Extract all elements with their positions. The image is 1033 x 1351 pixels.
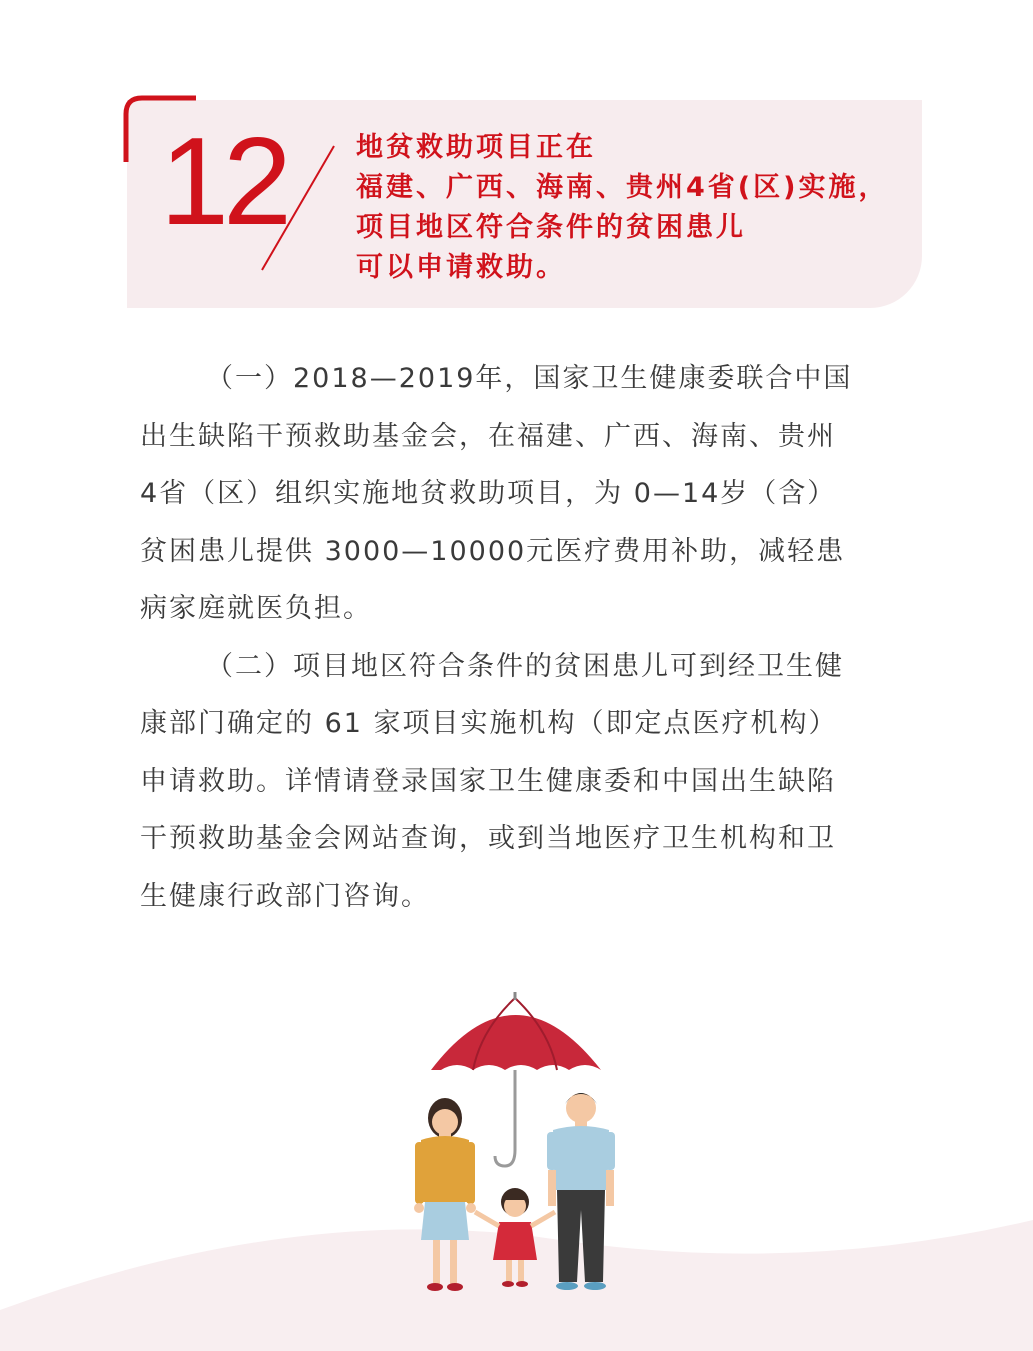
body-line: 生健康行政部门咨询。	[140, 880, 430, 912]
family-under-umbrella-icon	[395, 990, 635, 1300]
header-title-line: 可以申请救助。	[356, 252, 566, 283]
header-title-line: 项目地区符合条件的贫困患儿	[356, 212, 746, 243]
header-title-line: 福建、广西、海南、贵州4省(区)实施，	[356, 172, 889, 203]
body-line: 4省（区）组织实施地贫救助项目，为 0—14岁（含）	[140, 478, 837, 509]
body-line: 康部门确定的 61 家项目实施机构（即定点医疗机构）	[140, 708, 838, 739]
body-line: （二）项目地区符合条件的贫困患儿可到经卫生健	[206, 650, 844, 682]
body-text	[140, 350, 900, 925]
body-line: 病家庭就医负担。	[140, 593, 372, 624]
section-number: 12	[160, 113, 286, 251]
header-title-line: 地贫救助项目正在	[356, 132, 596, 163]
body-line: （一）2018—2019年，国家卫生健康委联合中国	[206, 363, 853, 394]
body-line: 出生缺陷干预救助基金会，在福建、广西、海南、贵州	[140, 420, 836, 452]
header-title	[356, 128, 916, 288]
body-line: 干预救助基金会网站查询，或到当地医疗卫生机构和卫	[140, 823, 836, 854]
body-line: 申请救助。详情请登录国家卫生健康委和中国出生缺陷	[140, 765, 836, 797]
body-line: 贫困患儿提供 3000—10000元医疗费用补助，减轻患	[140, 535, 846, 567]
